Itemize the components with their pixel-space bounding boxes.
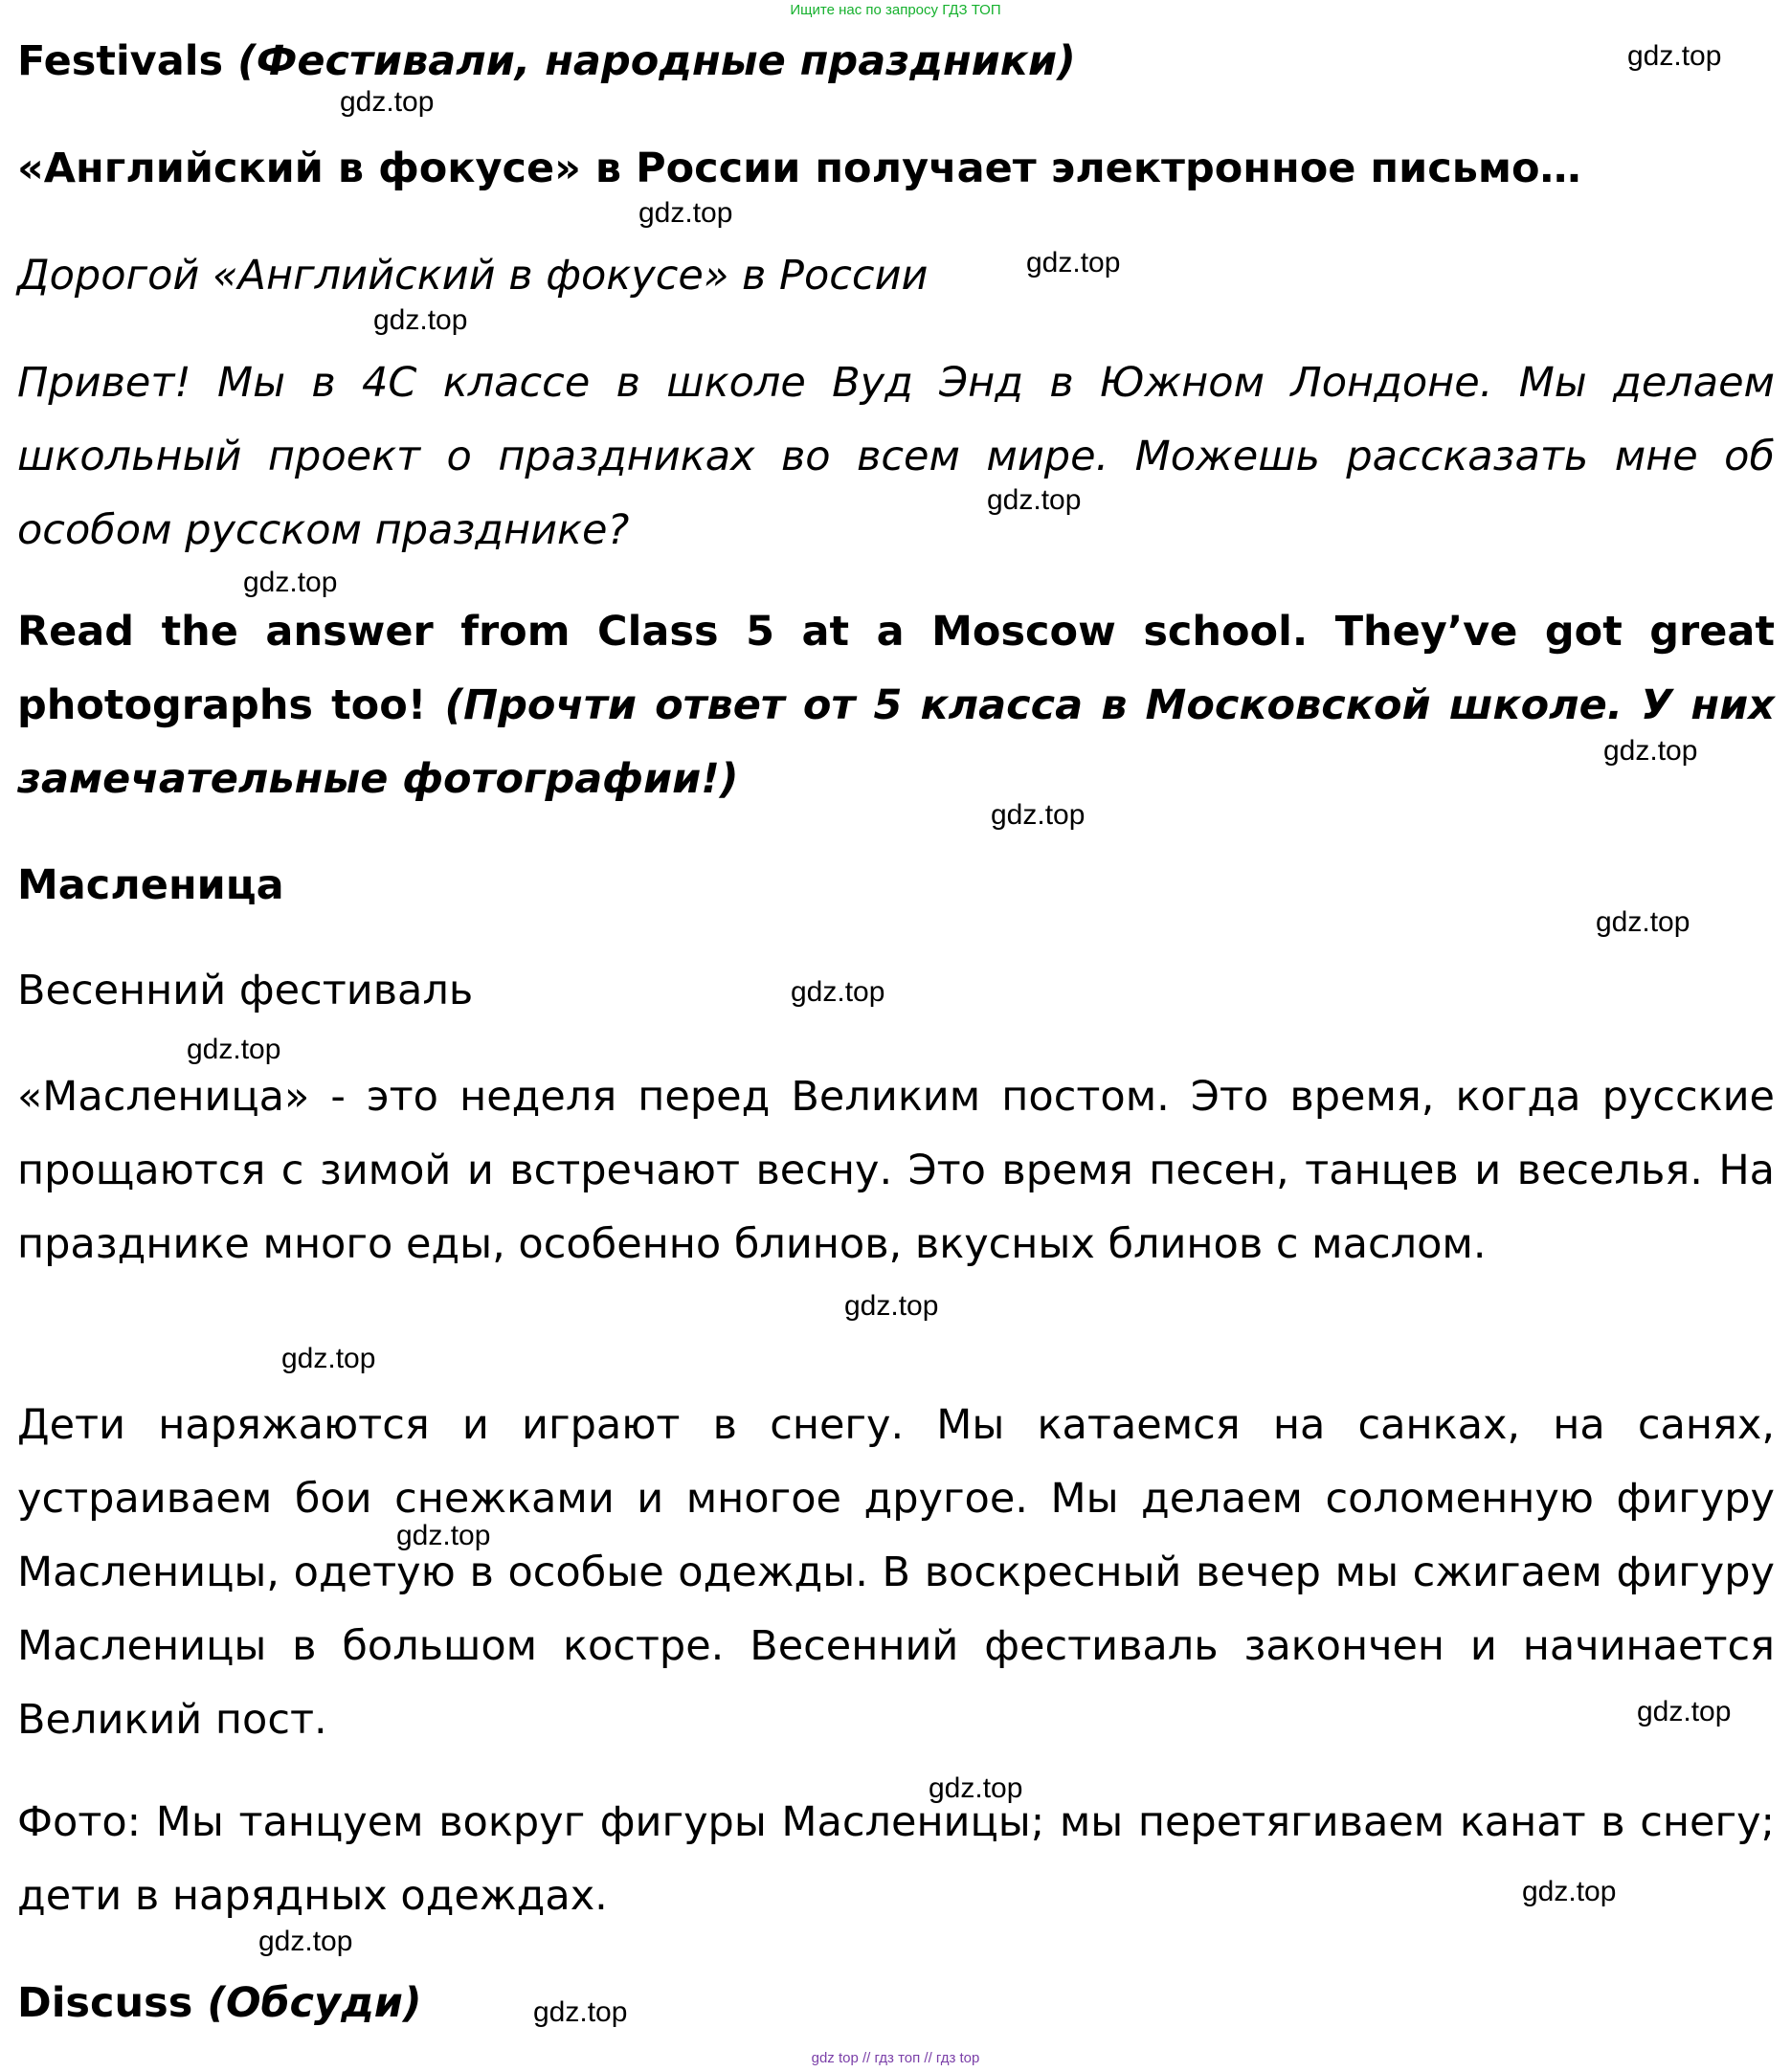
watermark: gdz.top — [638, 197, 733, 229]
letter-greeting: Дорогой «Английский в фокусе» в России — [17, 252, 929, 300]
page-title — [17, 25, 1775, 99]
watermark: gdz.top — [1522, 1876, 1617, 1907]
watermark: gdz.top — [1627, 40, 1722, 72]
watermark: gdz.top — [1596, 906, 1690, 938]
email-subtitle: «Английский в фокусе» в России получает электронное письмо… — [17, 145, 1581, 192]
discuss-heading — [17, 1967, 1775, 2040]
watermark: gdz.top — [844, 1290, 939, 1322]
letter-body: Привет! Мы в 4С классе в школе Вуд Энд в Южном Лондоне. Мы делаем школьный проект о праздниках во всем мире. Можешь рассказать мне об особом русском празднике? — [17, 359, 1775, 554]
watermark: gdz.top — [791, 976, 885, 1008]
instruction-russian: (Прочти ответ от 5 класса в Московской школе. У них замечательные фотографии!) — [17, 681, 1775, 803]
watermark: gdz.top — [1026, 247, 1121, 278]
watermark: gdz.top — [281, 1343, 376, 1374]
title-russian: (Фестивали, народные праздники) — [237, 37, 1076, 85]
watermark: gdz.top — [243, 567, 338, 598]
discuss-russian: (Обсуди) — [207, 1979, 422, 2027]
watermark: gdz.top — [991, 799, 1086, 831]
watermark: gdz.top — [373, 304, 468, 336]
section-title: Масленица — [17, 861, 284, 909]
reading-instruction — [17, 595, 1775, 816]
discuss-english: Discuss — [17, 1979, 193, 2027]
section-subtitle: Весенний фестиваль — [17, 967, 474, 1014]
paragraph-photo-caption: Фото: Мы танцуем вокруг фигуры Масленицы; мы перетягиваем канат в снегу; дети в нарядных одеждах. — [17, 1798, 1775, 1920]
watermark: gdz.top — [258, 1926, 353, 1957]
watermark: gdz.top — [187, 1034, 281, 1065]
bottom-banner: gdz top // гдз топ // гдз top — [811, 2050, 980, 2066]
watermark: gdz.top — [987, 484, 1082, 516]
watermark: gdz.top — [929, 1772, 1023, 1804]
watermark: gdz.top — [340, 86, 435, 118]
watermark: gdz.top — [533, 1996, 628, 2028]
watermark: gdz.top — [1603, 735, 1698, 767]
watermark: gdz.top — [1637, 1696, 1732, 1727]
instruction-english: Read the answer from Class 5 at a Moscow school. They’ve got great photographs too! — [17, 608, 1775, 729]
top-banner: Ищите нас по запросу ГДЗ ТОП — [790, 2, 1001, 18]
paragraph-maslenitsa: «Масленица» - это неделя перед Великим постом. Это время, когда русские прощаются с зимой и встречают весну. Это время песен, танцев и веселья. На празднике много еды, особенно блинов, вкусных блинов с маслом. — [17, 1073, 1775, 1268]
watermark: gdz.top — [396, 1520, 491, 1551]
paragraph-activities: Дети наряжаются и играют в снегу. Мы катаемся на санках, на санях, устраиваем бои снежками и многое другое. Мы делаем соломенную фигуру Масленицы, одетую в особые одежды. В воскресный вечер мы сжигаем фигуру Масленицы в большом костре. Весенний фестиваль закончен и начинается Великий пост. — [17, 1401, 1775, 1744]
title-english: Festivals — [17, 37, 224, 85]
